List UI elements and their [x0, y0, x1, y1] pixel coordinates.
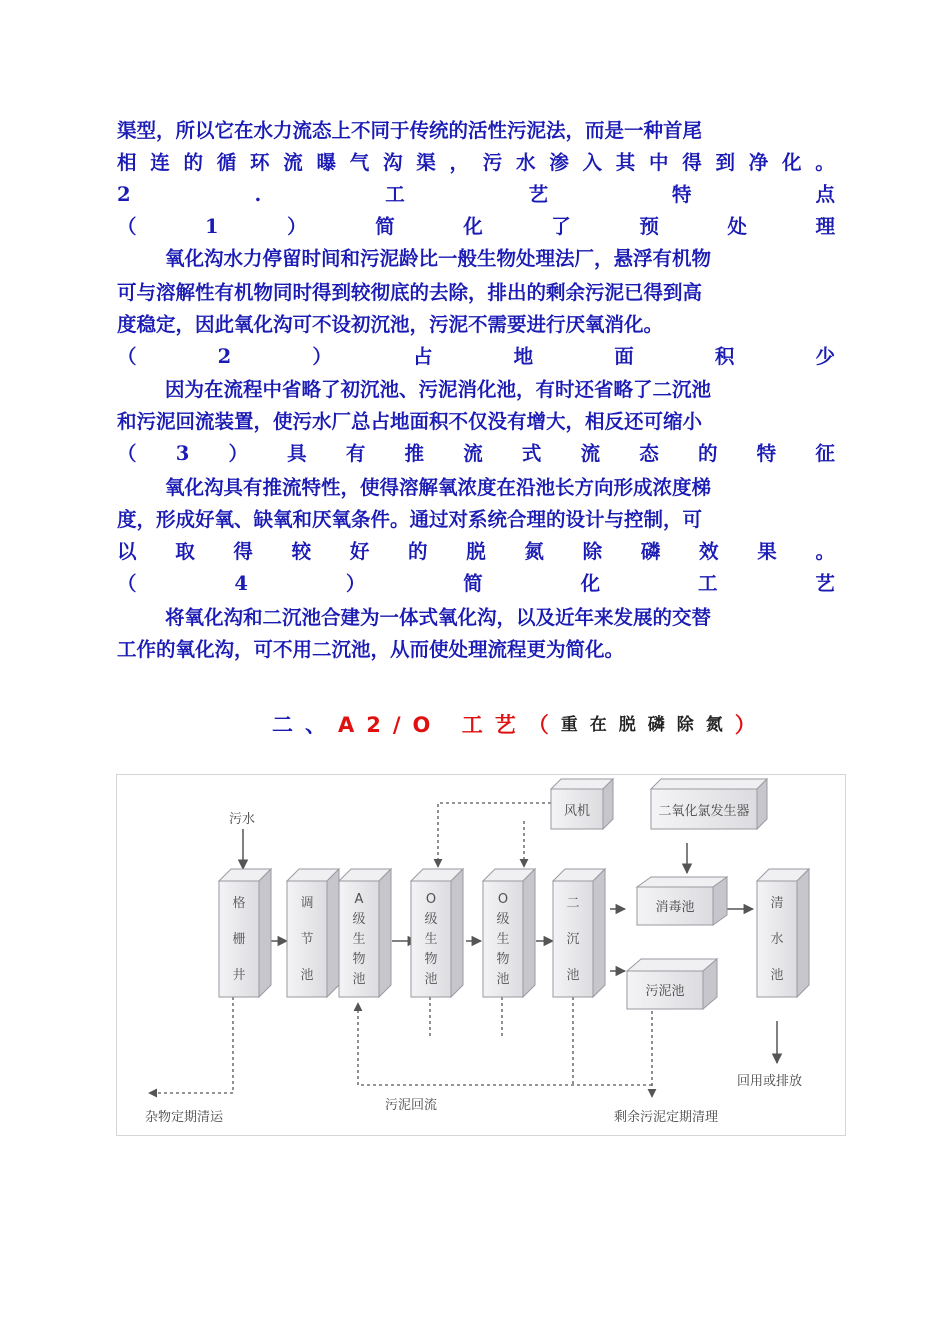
tank-label-char: O: [497, 892, 509, 907]
line-char: 化: [782, 151, 802, 174]
line-token: 少: [815, 345, 835, 368]
line-token: 2: [217, 345, 232, 368]
line-token: 艺: [528, 183, 549, 206]
line-token: 较: [291, 540, 312, 563]
tank-label-char: 水: [770, 932, 784, 947]
line-char: 中: [649, 151, 669, 174]
paragraph-line: [117, 538, 835, 566]
line-char: 曝: [316, 151, 337, 174]
tank-label-char: 二: [566, 896, 580, 911]
process-tank: [411, 869, 463, 997]
paragraph-line: 度稳定，因此氧化沟可不设初沉池，污泥不需要进行厌氧消化。: [117, 313, 664, 336]
disinfection-label: 消毒池: [655, 900, 695, 915]
tank-label-char: 物: [424, 952, 438, 967]
tank-label-char: 沉: [566, 932, 580, 947]
process-tank: [339, 869, 391, 997]
subsection-title: [117, 570, 835, 598]
line-token: 化: [463, 215, 483, 238]
line-char: 相: [117, 151, 137, 174]
line-token: 得: [233, 540, 253, 563]
process-tank: [287, 869, 339, 997]
line-token: 预: [639, 215, 659, 238]
process-flow-diagram: [116, 774, 846, 1136]
line-token: 点: [815, 183, 835, 206]
tank-label-char: 节: [300, 932, 314, 947]
line-token: 处: [727, 215, 747, 238]
tank-label-char: 物: [352, 952, 366, 967]
line-token: 磷: [640, 540, 661, 563]
line-token: 特: [756, 442, 777, 465]
line-token: 2: [117, 183, 131, 206]
line-char: 环: [250, 151, 270, 174]
line-token: （: [117, 215, 137, 238]
section-title: [117, 181, 835, 209]
heading-note: 重在脱磷除氮: [560, 715, 735, 735]
line-char: 净: [748, 151, 769, 174]
line-token: 流: [580, 442, 601, 465]
line-char: 渠: [416, 151, 436, 174]
tank-label-char: 格: [232, 896, 246, 911]
line-token: 好: [349, 540, 370, 563]
tank-label-char: 生: [424, 932, 438, 947]
paragraph-line: 度，形成好氧、缺氧和厌氧条件。通过对系统合理的设计与控制，可: [117, 508, 703, 531]
line-char: 。: [815, 151, 835, 174]
line-token: 占: [412, 345, 433, 368]
tank-label-char: 调: [300, 896, 314, 911]
paragraph-line: 可与溶解性有机物同时得到较彻底的去除，排出的剩余污泥已得到高: [117, 281, 703, 304]
line-token: 征: [815, 442, 835, 465]
line-token: 简: [463, 572, 483, 595]
line-token: （: [117, 442, 137, 465]
paragraph-line: 渠型，所以它在水力流态上不同于传统的活性污泥法，而是一种首尾: [117, 119, 703, 142]
line-token: 的: [697, 442, 718, 465]
tank-label-char: 池: [566, 968, 580, 983]
process-tank: [483, 869, 535, 997]
blower-label: 风机: [563, 804, 591, 819]
line-token: 的: [408, 540, 428, 563]
line-char: 入: [582, 151, 603, 174]
line-token: 了: [551, 215, 571, 238]
tank-label-char: 池: [352, 972, 366, 987]
line-char: 其: [615, 151, 636, 174]
subsection-title: [117, 213, 835, 241]
subsection-title: [117, 343, 835, 371]
line-token: ）: [287, 215, 307, 238]
line-char: 污: [482, 151, 503, 174]
line-token: 态: [639, 442, 659, 465]
line-token: 积: [714, 345, 735, 368]
line-char: 水: [516, 151, 536, 174]
tank-label-char: 级: [352, 912, 366, 927]
paragraph-line: 氧化沟具有推流特性，使得溶解氧浓度在沿池长方向形成浓度梯: [165, 476, 712, 499]
line-token: （: [117, 572, 137, 595]
line-token: 除: [582, 540, 603, 563]
line-token: 工: [385, 183, 405, 206]
tank-label-char: 生: [496, 932, 510, 947]
process-tank: [553, 869, 605, 997]
tank-label-char: 物: [496, 952, 510, 967]
sludge-tank-label: 污泥池: [645, 984, 685, 999]
line-token: 有: [345, 442, 366, 465]
tank-label-char: 池: [424, 972, 438, 987]
line-char: 渗: [549, 151, 569, 174]
line-token: 。: [815, 540, 835, 563]
line-token: .: [254, 183, 262, 206]
tank-label-char: 生: [352, 932, 366, 947]
heading-prefix: 二、: [272, 713, 338, 737]
line-token: ）: [228, 442, 248, 465]
tank-label-char: 池: [496, 972, 510, 987]
paragraph-line: 将氧化沟和二沉池合建为一体式氧化沟，以及近年来发展的交替: [165, 606, 712, 629]
line-char: 沟: [383, 151, 403, 174]
line-token: 地: [513, 345, 534, 368]
line-token: ）: [345, 572, 366, 595]
line-token: 以: [117, 540, 137, 563]
tank-label-char: 栅: [232, 932, 246, 947]
line-token: 式: [521, 442, 542, 465]
heading-paren-close: ）: [734, 713, 768, 737]
line-char: 得: [682, 151, 702, 174]
paragraph-line: 氧化沟水力停留时间和污泥龄比一般生物处理法厂，悬浮有机物: [165, 247, 712, 270]
line-token: 脱: [466, 540, 486, 563]
process-tank: [757, 869, 809, 997]
return-label: 污泥回流: [385, 1098, 438, 1113]
line-token: ）: [312, 345, 332, 368]
line-token: 简: [375, 215, 395, 238]
subsection-title: [117, 440, 835, 468]
line-token: 特: [672, 183, 692, 206]
line-char: ，: [449, 151, 470, 174]
line-char: 的: [183, 151, 204, 174]
line-char: 流: [283, 151, 303, 174]
line-token: 艺: [815, 572, 835, 595]
tank-label-char: A: [354, 892, 364, 907]
line-token: 效: [699, 540, 719, 563]
outflow-label: 回用或排放: [737, 1074, 803, 1089]
tank-label-char: 井: [232, 968, 246, 983]
tank-label-char: 级: [424, 912, 438, 927]
tank-label-char: 池: [770, 968, 784, 983]
tank-label-char: 池: [300, 968, 314, 983]
tank-label-char: O: [425, 892, 437, 907]
line-token: 面: [614, 345, 634, 368]
line-token: （: [117, 345, 137, 368]
paragraph-line: 因为在流程中省略了初沉池、污泥消化池，有时还省略了二沉池: [165, 378, 712, 401]
tank-label-char: 级: [496, 912, 510, 927]
line-token: 果: [757, 540, 777, 563]
line-char: 连: [150, 151, 170, 174]
line-token: 流: [463, 442, 483, 465]
line-token: 具: [287, 442, 307, 465]
generator-label: 二氧化氯发生器: [658, 804, 750, 819]
line-token: 推: [404, 442, 425, 465]
paragraph-line: [117, 149, 835, 177]
debris-label: 杂物定期清运: [145, 1110, 224, 1125]
line-token: 取: [175, 540, 195, 563]
tank-label-char: 清: [770, 896, 784, 911]
paragraph-line: 和污泥回流装置，使污水厂总占地面积不仅没有增大，相反还可缩小: [117, 410, 703, 433]
line-char: 到: [715, 151, 736, 174]
process-tank: [219, 869, 271, 997]
line-token: 化: [580, 572, 601, 595]
section-heading: [272, 708, 768, 742]
line-token: 3: [175, 442, 190, 465]
line-token: 4: [234, 572, 248, 595]
heading-title: A2/O 工艺: [338, 713, 528, 737]
line-token: 理: [815, 215, 835, 238]
line-token: 1: [205, 215, 219, 238]
line-token: 氮: [524, 540, 544, 563]
heading-paren-open: （: [527, 713, 561, 737]
excess-sludge-label: 剩余污泥定期清理: [614, 1110, 719, 1125]
paragraph-line: 工作的氧化沟，可不用二沉池，从而使处理流程更为简化。: [117, 638, 625, 661]
line-token: 工: [698, 572, 718, 595]
line-char: 气: [349, 151, 370, 174]
inflow-label: 污水: [229, 812, 256, 827]
line-char: 循: [216, 151, 237, 174]
